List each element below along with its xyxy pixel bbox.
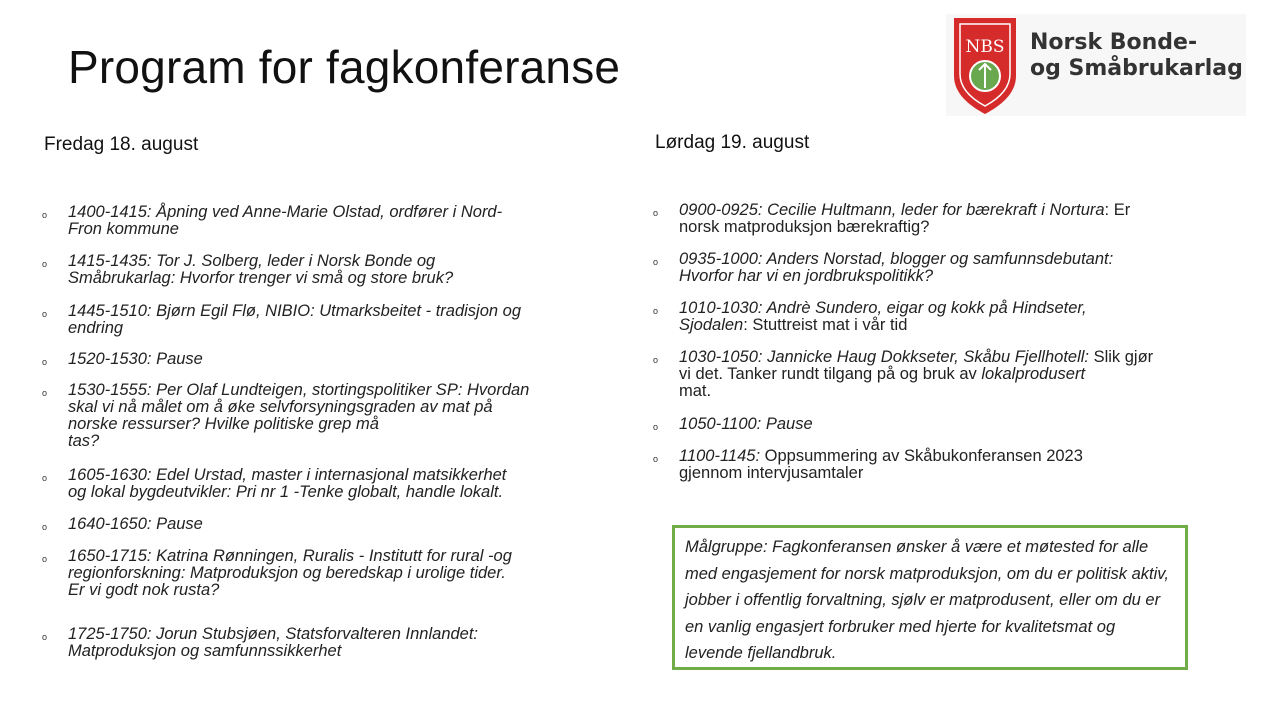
bullet-icon: o	[42, 210, 48, 220]
saturday-item: o 0935-1000: Anders Norstad, blogger og samfunnsdebutant: Hvorfor har vi en jordbrukspolitikk?	[653, 250, 1114, 285]
saturday-item: o 1050-1100: Pause	[679, 416, 1239, 433]
bullet-icon: o	[653, 306, 659, 316]
bullet-icon: o	[653, 257, 659, 267]
saturday-item: o 1100-1145: Oppsummering av Skåbukonferansen 2023 gjennom intervjusamtaler	[653, 447, 1083, 482]
friday-item: o 1605-1630: Edel Urstad, master i internasjonal matsikkerhet og lokal bygdeutvikler: Pri nr 1 -Tenke globalt, handle lokalt.	[42, 466, 507, 501]
target-group-box: Målgruppe: Fagkonferansen ønsker å være et møtested for alle med engasjement for norsk matproduksjon, om du er politisk aktiv, jobber i offentlig forvaltning, sjølv er matprodusent, eller om du er en vanlig engasjert forbruker med hjerte for kvalitetsmat og levende fjellandbruk.	[672, 525, 1188, 670]
friday-item: o 1400-1415: Åpning ved Anne-Marie Olstad, ordfører i Nord- Fron kommune	[42, 203, 503, 238]
nbs-shield-emblem-icon	[948, 14, 1028, 116]
friday-item: o 1650-1715: Katrina Rønningen, Ruralis - Institutt for rural -og regionforskning: Matproduksjon og beredskap i urolige tider. Er vi godt nok rusta?	[42, 547, 512, 599]
bullet-icon: o	[42, 473, 48, 483]
bullet-icon: o	[42, 554, 48, 564]
bullet-icon: o	[653, 422, 659, 432]
bullet-icon: o	[42, 522, 48, 532]
saturday-item: o 0900-0925: Cecilie Hultmann, leder for bærekraft i Nortura: Er norsk matproduksjon bærekraftig?	[653, 201, 1131, 236]
friday-item: o 1725-1750: Jorun Stubsjøen, Statsforvalteren Innlandet: Matproduksjon og samfunnssikkerhet	[42, 625, 479, 660]
friday-item: o 1445-1510: Bjørn Egil Flø, NIBIO: Utmarksbeitet - tradisjon og endring	[42, 302, 522, 337]
logo-emblem-letters: NBS	[965, 37, 1005, 57]
friday-heading: Fredag 18. august	[44, 134, 199, 155]
bullet-icon: o	[653, 208, 659, 218]
bullet-icon: o	[42, 388, 48, 398]
bullet-icon: o	[42, 632, 48, 642]
logo-line-2: og Småbrukarlag	[1030, 56, 1243, 81]
bullet-icon: o	[653, 355, 659, 365]
slide-title: Program for fagkonferanse	[68, 41, 621, 93]
logo-line-1: Norsk Bonde-	[1030, 30, 1198, 55]
saturday-heading: Lørdag 19. august	[655, 132, 810, 153]
nbs-logo	[946, 14, 1246, 116]
bullet-icon: o	[653, 454, 659, 464]
friday-item: o 1415-1435: Tor J. Solberg, leder i Norsk Bonde og Småbrukarlag: Hvorfor trenger vi små og store bruk?	[42, 252, 454, 287]
bullet-icon: o	[42, 259, 48, 269]
friday-item: o 1520-1530: Pause	[68, 351, 628, 368]
saturday-item: o 1010-1030: Andrè Sundero, eigar og kokk på Hindseter, Sjodalen: Stuttreist mat i vår tid	[653, 299, 1087, 334]
friday-item: o 1640-1650: Pause	[68, 516, 628, 533]
bullet-icon: o	[42, 357, 48, 367]
saturday-item: o 1030-1050: Jannicke Haug Dokkseter, Skåbu Fjellhotell: Slik gjør vi det. Tanker rundt tilgang på og bruk av lokalprodusert mat.	[653, 348, 1154, 400]
friday-item: o 1530-1555: Per Olaf Lundteigen, stortingspolitiker SP: Hvordan skal vi nå målet om å øke selvforsyningsgraden av mat på norske ressurser? Hvilke politiske grep må tas?	[42, 381, 530, 450]
bullet-icon: o	[42, 309, 48, 319]
